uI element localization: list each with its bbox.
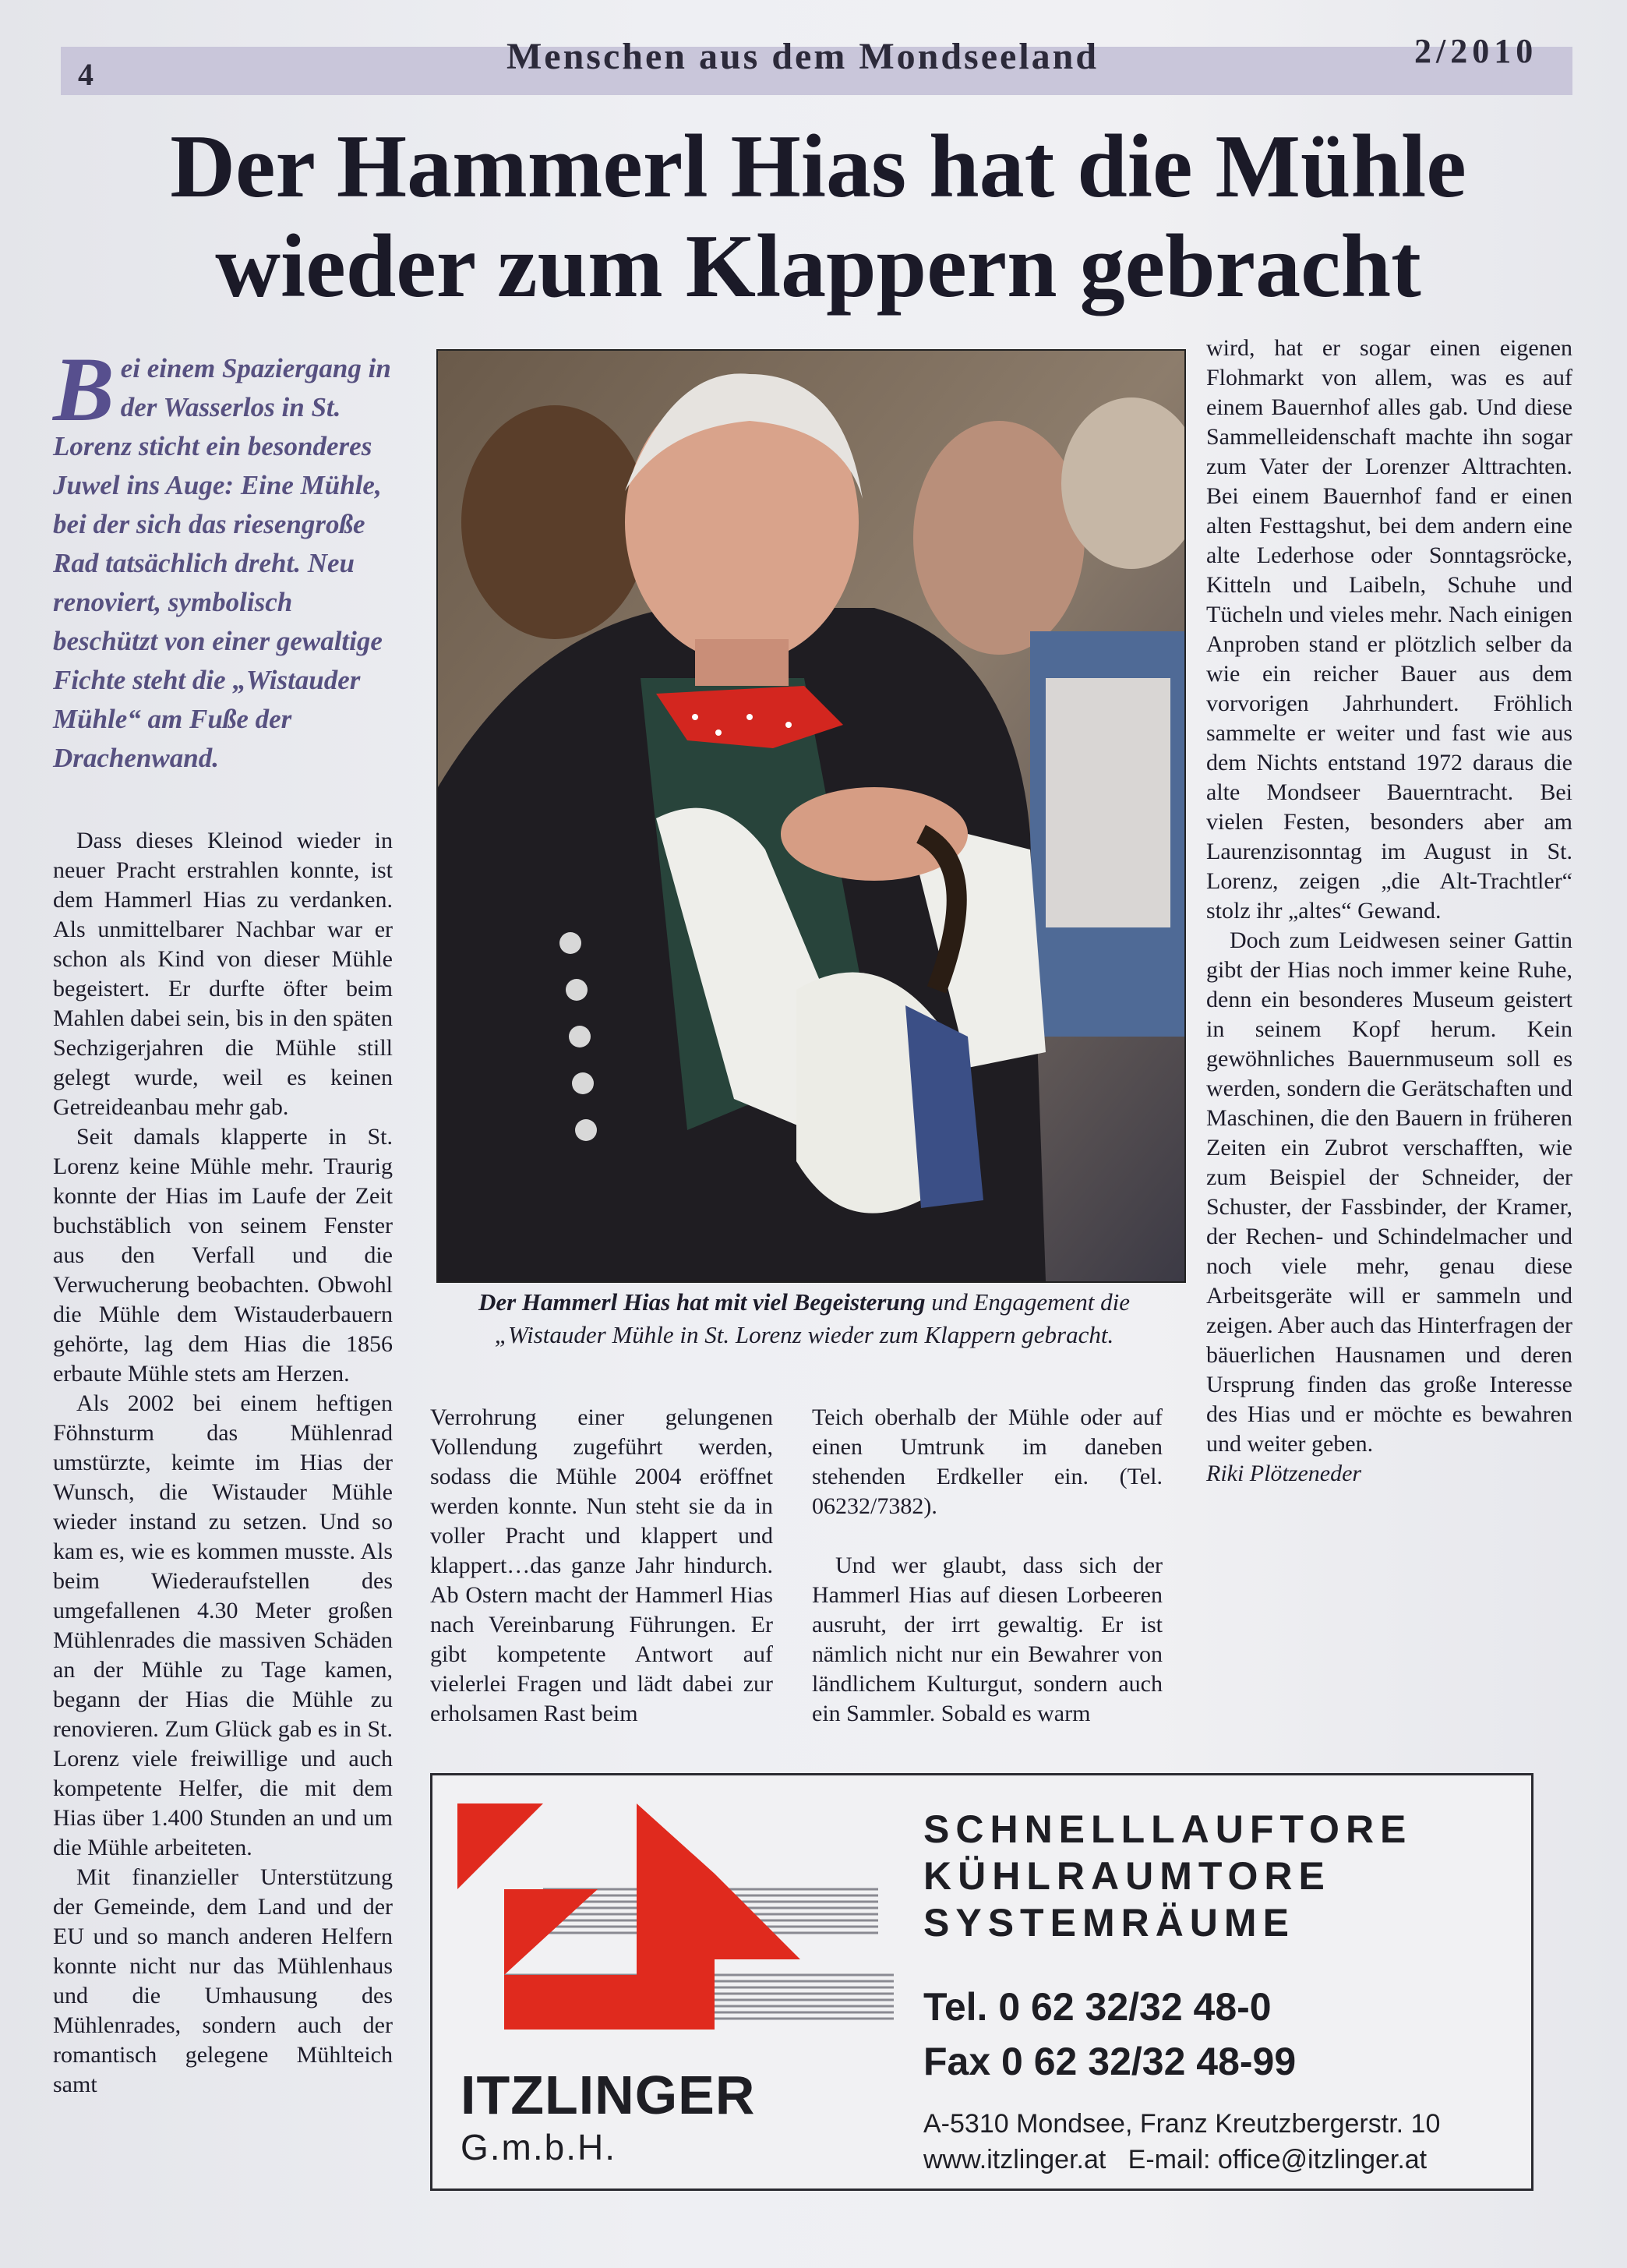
issue-number: 2/2010 bbox=[1414, 32, 1538, 70]
photo-caption bbox=[430, 1286, 1178, 1351]
photo-man-in-traditional-costume bbox=[438, 351, 1184, 1281]
article-photo bbox=[436, 349, 1186, 1283]
paragraph: Und wer glaubt, dass sich der Hammerl Hias auf diesen Lorbeeren ausruht, der irrt gewaltig. Er ist nämlich nicht nur ein Bewahrer von ländlichem Kulturgut, sondern auch ein Sammler. Sobald es warm bbox=[812, 1553, 1163, 1726]
article-headline bbox=[70, 117, 1566, 316]
ad-fax: Fax 0 62 32/32 48-99 bbox=[923, 2040, 1297, 2083]
ad-product-line-2: KÜHLRAUMTORE bbox=[923, 1854, 1331, 1898]
column-middle-2 bbox=[812, 1403, 1163, 1729]
itzlinger-advertisement bbox=[430, 1773, 1533, 2191]
ad-phone: Tel. 0 62 32/32 48-0 bbox=[923, 1985, 1272, 2029]
paragraph: Dass dieses Kleinod wieder in neuer Pracht erstrahlen konnte, ist dem Hammerl Hias zu verdanken. Als unmittelbarer Nachbar war er schon als Kind von dieser Mühle begeistert. Er durfte öfter beim Mahlen dabei sein, bis in den späten Sechzigerjahren die Mühle still gelegt wurde, weil es keinen Getreideanbau mehr gab. bbox=[53, 828, 393, 1120]
headline-line-1: Der Hammerl Hias hat die Mühle bbox=[170, 117, 1466, 217]
itzlinger-logo-icon bbox=[457, 1803, 894, 2084]
ad-company-suffix: G.m.b.H. bbox=[461, 2127, 617, 2167]
ad-company-name: ITZLINGER bbox=[461, 2065, 756, 2125]
paragraph: Verrohrung einer gelungenen Vollendung zugeführt werden, sodass die Mühle 2004 eröffnet werden konnte. Nun steht sie da in voller Pracht und klappert und klappert…das ganze Jahr hindurch. Ab Ostern macht der Hammerl Hias nach Vereinbarung Führungen. Er gibt kompetente Antwort auf vielerlei Fragen und lädt dabei zur erholsamen Rast beim bbox=[430, 1404, 773, 1726]
headline-line-2: wieder zum Klappern gebracht bbox=[215, 217, 1421, 316]
column-right bbox=[1206, 334, 1572, 1489]
caption-bold: Der Hammerl Hias hat mit viel Begeisterung bbox=[478, 1288, 926, 1316]
ad-address: A-5310 Mondsee, Franz Kreutzbergerstr. 10 bbox=[923, 2109, 1441, 2139]
ad-product-line-3: SYSTEMRÄUME bbox=[923, 1901, 1295, 1945]
paragraph: Teich oberhalb der Mühle oder auf einen Umtrunk im daneben stehenden Erdkeller ein. (Tel. 06232/7382). bbox=[812, 1404, 1163, 1519]
column-left bbox=[53, 826, 393, 2100]
page-number: 4 bbox=[78, 57, 94, 92]
paragraph: Mit finanzieller Unterstützung der Gemeinde, dem Land und der EU und so manch anderen Helfern konnte nicht nur das Mühlenhaus und die Umhausung des Mühlenrades, sondern auch der romantisch gelegene Mühlteich samt bbox=[53, 1864, 393, 2097]
paragraph: Doch zum Leidwesen seiner Gattin gibt der Hias noch immer keine Ruhe, denn ein besonderes Museum geistert in seinem Kopf herum. Kein gewöhnliches Bauernmuseum soll es werden, sondern die Gerätschaften und Maschinen, die den Bauern in früheren Zeiten ein Zubrot verschafften, wie zum Beispiel der Schneider, der Schuster, der Fassbinder, der Kramer, der Rechen- und Schindelmacher und noch viele mehr, genau diese Arbeitsgeräte will er sammeln und zeigen. Aber auch das Hinterfragen der bäuerlichen Hausnamen und deren Ursprung finden das große Interesse des Hias und er möchte es bewahren und weiter geben. bbox=[1206, 927, 1572, 1457]
caption-text: und Engagement die „Wistauder Mühle in St. Lorenz wieder zum Klappern gebracht. bbox=[494, 1288, 1131, 1348]
article-author: Riki Plötzeneder bbox=[1206, 1461, 1362, 1486]
article-lead bbox=[53, 338, 393, 778]
drop-cap: B bbox=[53, 338, 115, 440]
paragraph: Seit damals klapperte in St. Lorenz keine Mühle mehr. Traurig konnte der Hias im Laufe der Zeit buchstäblich von seinem Fenster aus den Verfall und die Verwucherung beobachten. Obwohl die Mühle dem Wistauderbauern gehörte, lag dem Hias die 1856 erbaute Mühle stets am Herzen. bbox=[53, 1124, 393, 1387]
column-middle bbox=[430, 1403, 773, 1729]
paragraph: Als 2002 bei einem heftigen Föhnsturm das Mühlenrad umstürzte, keimte im Hias der Wunsch, die Wistauder Mühle wieder instand zu setzen. Und so kam es, wie es kommen musste. Als beim Wiederaufstellen des umgefallenen 4.30 Meter großen Mühlenrades die massiven Schäden an der Mühle zu Tage kamen, begann der Hias die Mühle zu renovieren. Zum Glück gab es in St. Lorenz viele freiwillige und auch kompetente Helfer, die mit dem Hias über 1.400 Stunden an und um die Mühle arbeiteten. bbox=[53, 1390, 393, 1860]
ad-web-email: www.itzlinger.at E-mail: office@itzlinger.at bbox=[923, 2145, 1428, 2174]
paragraph: wird, hat er sogar einen eigenen Flohmarkt von allem, was es auf einem Bauernhof alles gab. Und diese Sammelleidenschaft machte ihn sogar zum Vater der Lorenzer Alttrachten. Bei einem Bauernhof fand er einen alten Festtagshut, bei dem andern eine alte Lederhose oder Sonntagsröcke, Kitteln und Laibeln, Schuhe und Tücheln und vieles mehr. Nach einigen Anproben stand er plötzlich selber da wie ein reicher Bauer aus dem vorvorigen Jahrhundert. Fröhlich sammelte er weiter und fast wie aus dem Nichts entstand 1972 daraus die alte Mondseer Bauerntracht. Bei vielen Festen, besonders aber am Laurenzisonntag im August in St. Lorenz, zeigen „die Alt-Trachtler“ stolz ihr „altes“ Gewand. bbox=[1206, 335, 1572, 924]
lead-text: ei einem Spaziergang in der Wasserlos in St. Lorenz sticht ein besonderes Juwel ins Auge: Eine Mühle, bei der sich das riesengroße Rad tatsächlich dreht. Neu renoviert, symbolisch beschützt von einer gewaltige Fichte steht die „Wistauder Mühle“ am Fuße der Drachenwand. bbox=[53, 353, 391, 773]
section-title: Menschen aus dem Mondseeland bbox=[506, 36, 1099, 77]
ad-product-line-1: SCHNELLLAUFTORE bbox=[923, 1807, 1413, 1851]
